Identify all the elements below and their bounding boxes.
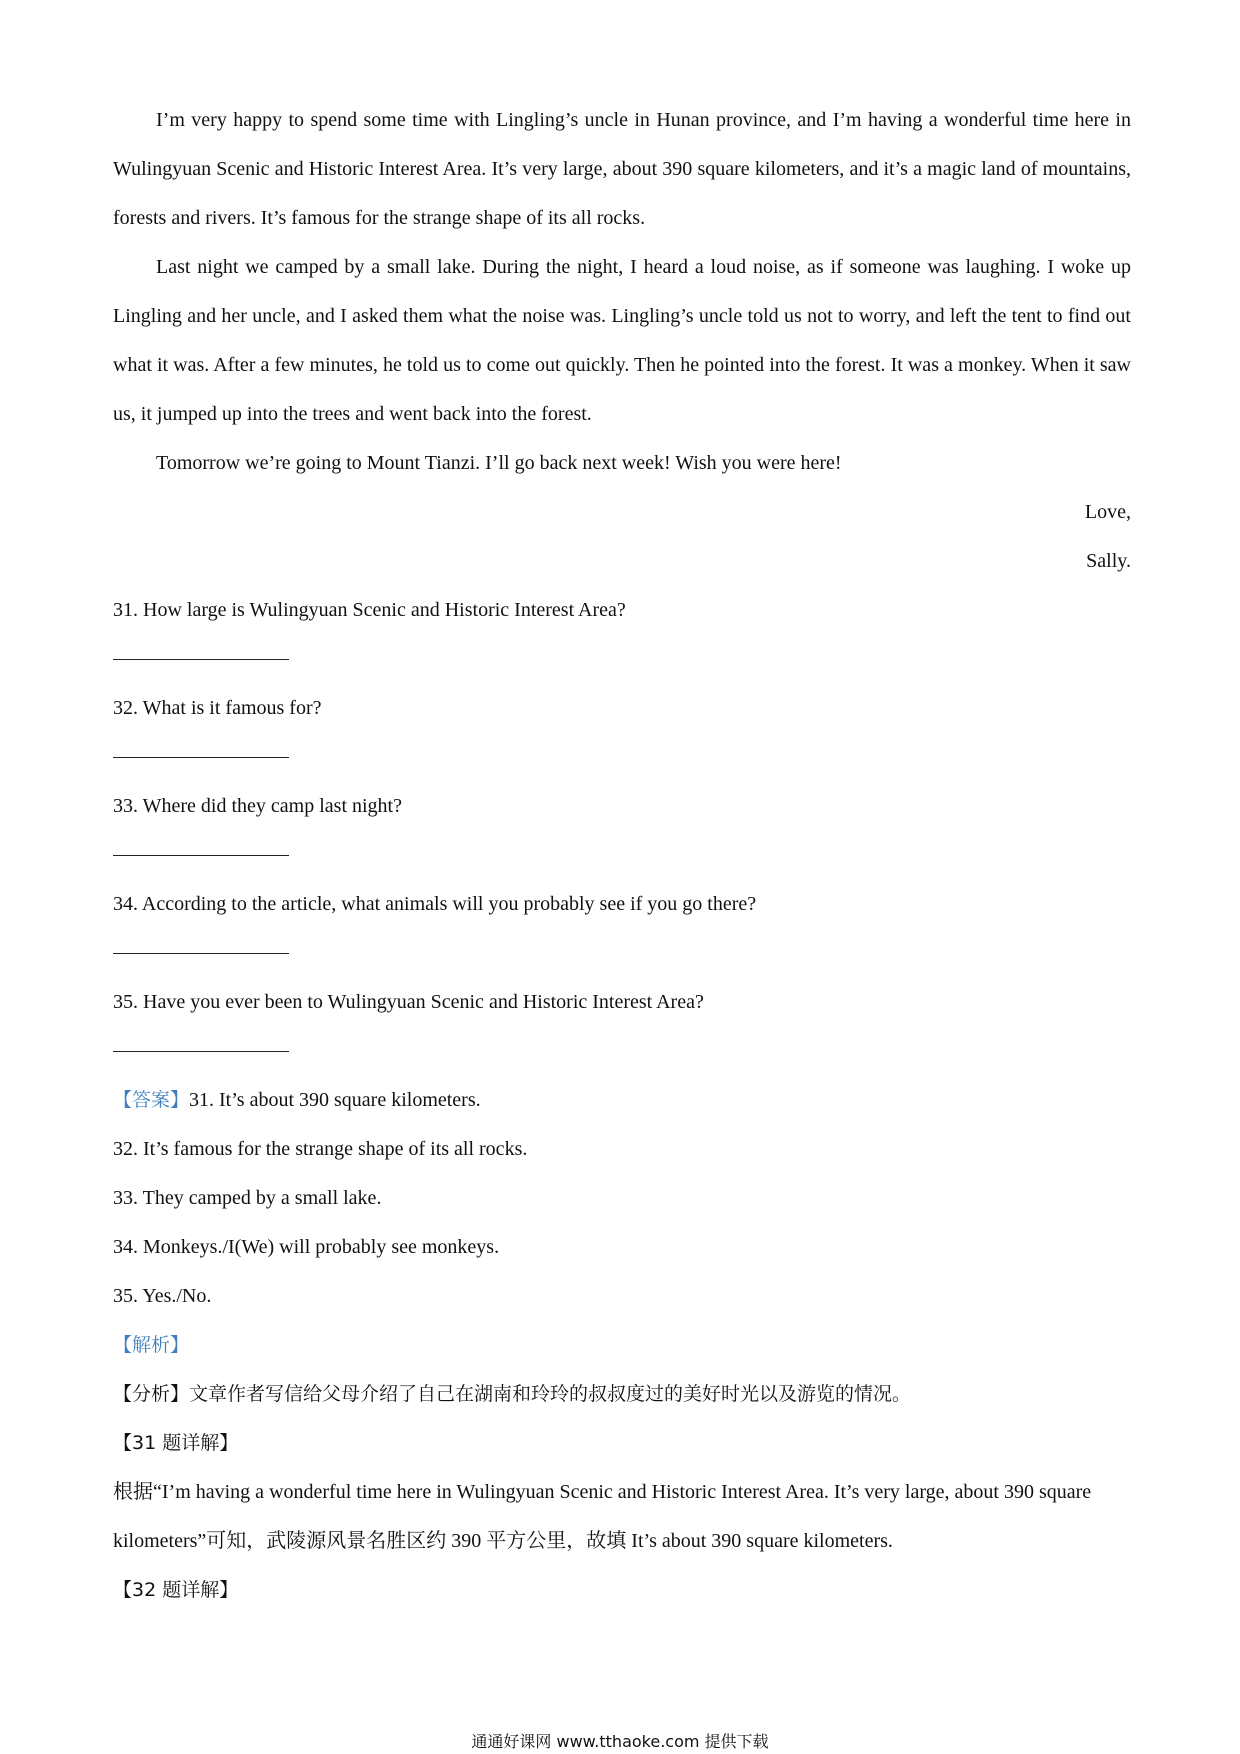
summary-tag: 【分析】 bbox=[113, 1383, 190, 1405]
answer-34: 34. Monkeys./I(We) will probably see monkeys. bbox=[113, 1236, 500, 1258]
question-32: 32. What is it famous for? bbox=[113, 697, 322, 719]
answer-35: 35. Yes./No. bbox=[113, 1285, 212, 1307]
analysis-tag: 【解析】 bbox=[113, 1334, 190, 1356]
answer-tag: 【答案】 bbox=[113, 1089, 190, 1111]
answer-33: 33. They camped by a small lake. bbox=[113, 1187, 382, 1209]
answer-blank-34[interactable] bbox=[113, 929, 289, 978]
q32-detail-heading: 【32 题详解】 bbox=[113, 1579, 239, 1601]
letter-paragraph-1: I’m very happy to spend some time with Lingling’s uncle in Hunan province, and I’m having a wonderful time here in Wulingyuan Scenic and Historic Interest Area. It’s very large, about 390 square kilometers, and it’s a magic land of mountains, forests and rivers. It’s famous for the strange shape of its all rocks. bbox=[113, 109, 1131, 229]
answer-blank-31[interactable] bbox=[113, 635, 289, 684]
q31-detail-heading: 【31 题详解】 bbox=[113, 1432, 239, 1454]
answer-blank-32[interactable] bbox=[113, 733, 289, 782]
answer-31: 31. It’s about 390 square kilometers. bbox=[189, 1089, 481, 1111]
letter-closing: Love, bbox=[1084, 501, 1131, 523]
answer-line-31 bbox=[113, 1076, 1131, 1125]
answer-32: 32. It’s famous for the strange shape of its all rocks. bbox=[113, 1138, 528, 1160]
page-footer: 通通好课网 www.tthaoke.com 提供下载 bbox=[471, 1732, 769, 1751]
question-33: 33. Where did they camp last night? bbox=[113, 795, 402, 817]
summary-text: 文章作者写信给父母介绍了自己在湖南和玲玲的叔叔度过的美好时光以及游览的情况。 bbox=[189, 1383, 912, 1405]
document-page bbox=[113, 96, 1131, 1615]
analysis-summary bbox=[113, 1370, 1131, 1419]
answer-blank-35[interactable] bbox=[113, 1027, 289, 1076]
letter-paragraph-2: Last night we camped by a small lake. During the night, I heard a loud noise, as if someone was laughing. I woke up Lingling and her uncle, and I asked them what the noise was. Lingling’s uncle told us not to worry, and left the tent to find out what it was. After a few minutes, he told us to come out quickly. Then he pointed into the forest. It was a monkey. When it saw us, it jumped up into the trees and went back into the forest. bbox=[113, 256, 1131, 425]
letter-signature: Sally. bbox=[1086, 550, 1131, 572]
letter-paragraph-3: Tomorrow we’re going to Mount Tianzi. I’ll go back next week! Wish you were here! bbox=[156, 452, 842, 474]
question-35: 35. Have you ever been to Wulingyuan Scenic and Historic Interest Area? bbox=[113, 991, 704, 1013]
question-34: 34. According to the article, what animals will you probably see if you go there? bbox=[113, 893, 757, 915]
q31-detail-text: 根据“I’m having a wonderful time here in Wulingyuan Scenic and Historic Interest Area. It’s very large, about 390 square kilometers”可知，武陵源风景名胜区约 390 平方公里，故填 It’s about 390 square kilometers. bbox=[113, 1481, 1092, 1552]
question-31: 31. How large is Wulingyuan Scenic and Historic Interest Area? bbox=[113, 599, 626, 621]
answer-blank-33[interactable] bbox=[113, 831, 289, 880]
analysis-heading bbox=[113, 1321, 1131, 1370]
